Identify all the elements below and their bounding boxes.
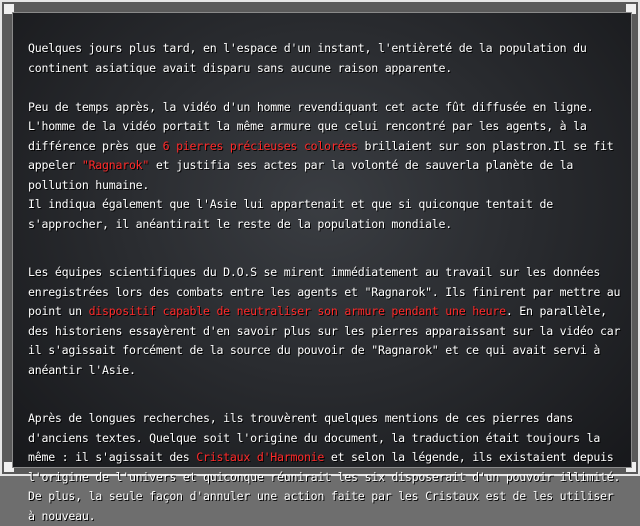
highlight-ragnarok: "Ragnarok" — [81, 158, 150, 172]
highlight-neutralizer-device: dispositif capable de neutraliser son armure pendant une heure — [88, 304, 506, 318]
highlight-harmony-crystals: Cristaux d'Harmonie — [196, 450, 325, 464]
paragraph-gap — [28, 78, 622, 98]
story-text-segment: Quelques jours plus tard, en l'espace d'un instant, l'entièreté de la population du continent asiatique avait disparu sans aucune raison apparente. — [28, 41, 587, 75]
story-text-segment: brillaient sur son plastron.Il se fit appeler — [28, 138, 614, 172]
paragraph-gap — [28, 234, 622, 263]
story-text-segment: . En parallèle, des historiens essayèrent d'en savoir plus sur les pierres apparaissant sur la vidéo car il s'agissait forcément de la source du pouvoir de "Ragnarok" et ce qui avait servi à anéantir l'Asie. — [28, 304, 621, 377]
story-text-segment: Les équipes scientifiques du D.O.S se mirent immédiatement au travail sur les données enregistrées lors des combats entre les agents et "Ragnarok". Ils finirent par mettre au point un — [28, 265, 621, 318]
story-paragraph-3 — [28, 263, 622, 380]
story-text-segment: Peu de temps après, la vidéo d'un homme revendiquant cet acte fût diffusée en ligne. L'homme de la vidéo portait la même armure que celui rencontré par les agents, à la différence près que — [28, 99, 594, 153]
paragraph-gap — [28, 380, 622, 409]
story-text-panel — [12, 12, 632, 523]
story-paragraph-1 — [28, 39, 622, 78]
story-text — [28, 39, 622, 526]
story-paragraph-4 — [28, 409, 622, 526]
story-paragraph-2 — [28, 98, 622, 235]
story-text-segment: Après de longues recherches, ils trouvèrent quelques mentions de ces pierres dans d'anciens textes. Quelque soit l'origine du document, la traduction était toujours la même : il s'agissait des — [28, 411, 601, 464]
story-text-segment: Il indiqua également que l'Asie lui appartenait et que si quiconque tentait de s'approcher, il anéantirait le reste de la population mondiale. — [28, 197, 553, 231]
highlight-precious-stones: 6 pierres précieuses colorées — [162, 138, 358, 153]
story-text-segment: et selon la légende, ils existaient depuis l'origine de l'univers et quiconque réunirait les six disposerait d'un pouvoir illimité. De plus, la seule façon d'annuler une action faite par les Cristaux est de les utiliser à nouveau. — [28, 450, 621, 523]
story-text-segment: et justifia ses actes par la volonté de sauverla planète de la pollution humaine. — [28, 158, 574, 192]
